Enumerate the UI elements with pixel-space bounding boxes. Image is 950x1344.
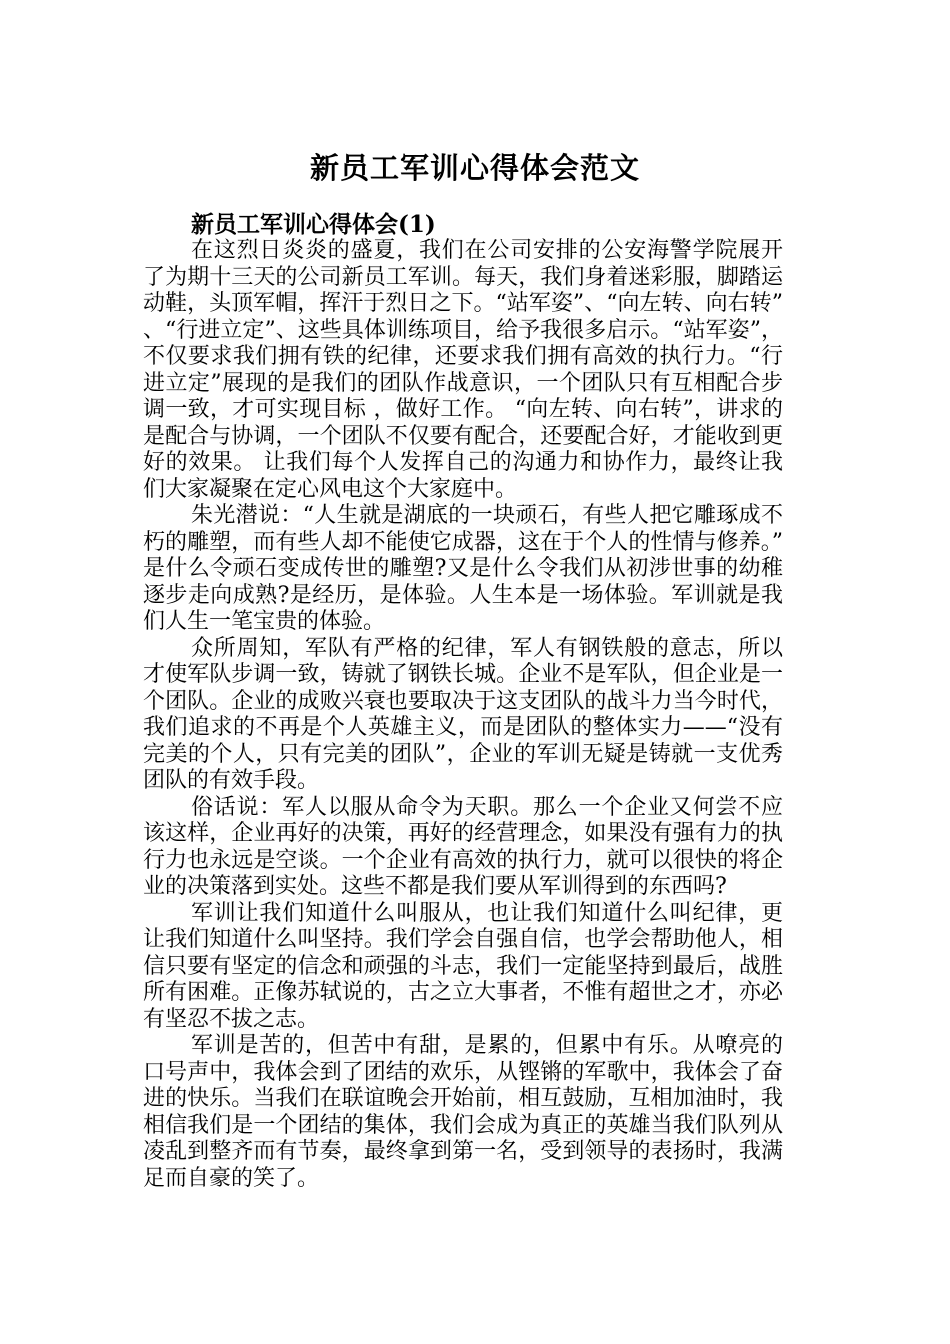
document-title: 新员工军训心得体会范文	[309, 151, 640, 185]
paragraph-2: 朱光潜说：“人生就是湖底的一块顽石，有些人把它雕琢成不朽的雕塑，而有些人却不能使它成器，这在于个人的性情与修养。”是什么令顽石变成传世的雕塑?又是什么令我们从初涉世事的幼稚逐步走向成熟?是经历，是体验。人生本是一场体验。军训就是我们人生一笔宝贵的体验。	[143, 503, 783, 634]
paragraph-3: 众所周知，军队有严格的纪律，军人有钢铁般的意志，所以才使军队步调一致，铸就了钢铁长城。企业不是军队，但企业是一个团队。企业的成败兴衰也要取决于这支团队的战斗力当今时代，我们追求的不再是个人英雄主义，而是团队的整体实力——“没有完美的个人，只有完美的团队”，企业的军训无疑是铸就一支优秀团队的有效手段。	[143, 635, 783, 793]
section-heading: 新员工军训心得体会(1)	[191, 211, 436, 238]
document-body	[143, 212, 783, 1192]
paragraph-6: 军训是苦的，但苦中有甜，是累的，但累中有乐。从嘹亮的口号声中，我体会到了团结的欢乐，从铿锵的军歌中，我体会了奋进的快乐。当我们在联谊晚会开始前，相互鼓励，互相加油时，我相信我们是一个团结的集体，我们会成为真正的英雄当我们队列从凌乱到整齐而有节奏，最终拿到第一名，受到领导的表扬时，我满足而自豪的笑了。	[143, 1033, 783, 1191]
paragraph-4: 俗话说：军人以服从命令为天职。那么一个企业又何尝不应该这样，企业再好的决策，再好的经营理念，如果没有强有力的执行力也永远是空谈。一个企业有高效的执行力，就可以很快的将企业的决策落到实处。这些不都是我们要从军训得到的东西吗?	[143, 794, 783, 899]
paragraph-5: 军训让我们知道什么叫服从，也让我们知道什么叫纪律，更让我们知道什么叫坚持。我们学会自强自信，也学会帮助他人，相信只要有坚定的信念和顽强的斗志，我们一定能坚持到最后，战胜所有困难。正像苏轼说的，古之立大事者，不惟有超世之才，亦必有坚忍不拔之志。	[143, 900, 783, 1032]
paragraph-1: 在这烈日炎炎的盛夏，我们在公司安排的公安海警学院展开了为期十三天的公司新员工军训。每天，我们身着迷彩服，脚踏运动鞋，头顶军帽，挥汗于烈日之下。“站军姿”、“向左转、向右转”、“行进立定”、这些具体训练项目，给予我很多启示。“站军姿”，不仅要求我们拥有铁的纪律，还要求我们拥有高效的执行力。“行进立定”展现的是我们的团队作战意识，一个团队只有互相配合步调一致，才可实现目标 ，做好工作。 “向左转、向右转”，讲求的是配合与协调，一个团队不仅要有配合，还要配合好，才能收到更好的效果。 让我们每个人发挥自己的沟通力和协作力，最终让我们大家凝聚在定心风电这个大家庭中。	[143, 238, 783, 502]
